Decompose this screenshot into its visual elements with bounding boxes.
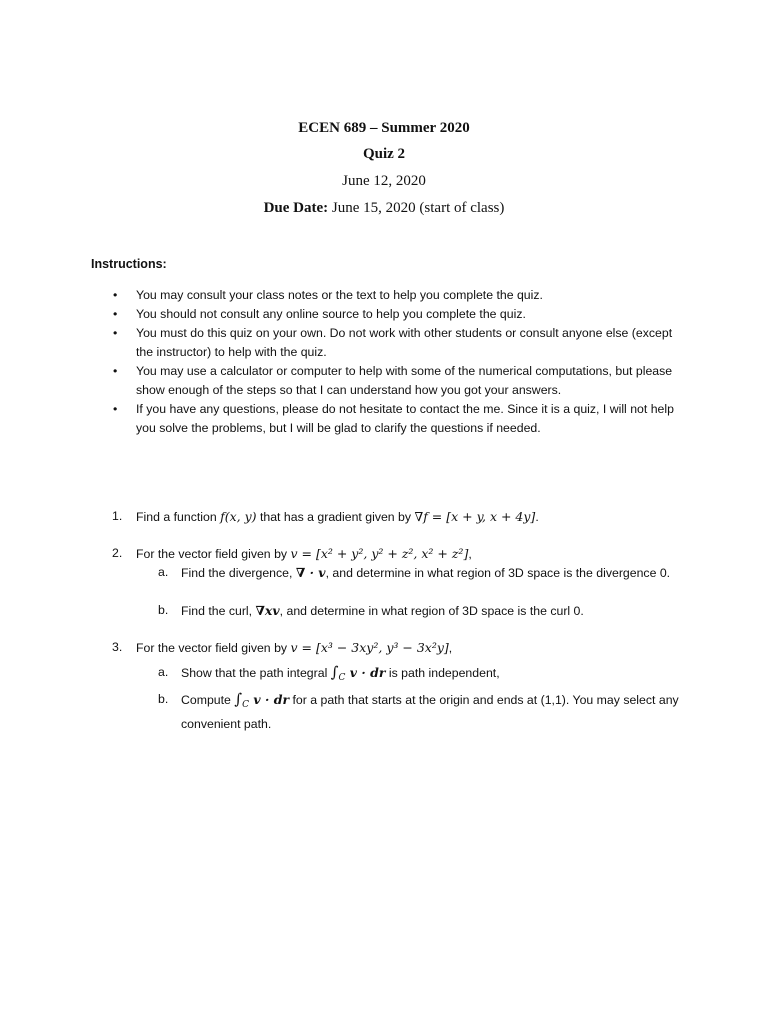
due-date-value: June 15, 2020 (start of class) (328, 200, 505, 216)
quiz-title: Quiz 2 (362, 146, 406, 162)
instructions-list (0, 286, 768, 438)
path-integral-expr: v · dr (345, 665, 386, 680)
integral-symbol: ∫ (234, 690, 243, 708)
integral-symbol: ∫ (330, 663, 339, 681)
vector-field-expr: v = [x³ − 3xy², y³ − 3x²y] (290, 640, 449, 655)
bullet-icon: • (113, 402, 118, 416)
instruction-item: • You may use a calculator or computer to help with some of the numerical computations, but please show enough of the steps so that I can understand how you got your answers. (113, 364, 673, 397)
instruction-item: • You may consult your class notes or the text to help you complete the quiz. (0, 286, 768, 305)
due-date (0, 200, 768, 217)
course-title: ECEN 689 – Summer 2020 (298, 120, 470, 136)
vector-field-expr: v = [x² + y², y² + z², x² + z²] (290, 546, 469, 561)
question-number: 1. (112, 509, 123, 523)
integral-subscript: C (242, 700, 250, 710)
instruction-item: • You must do this quiz on your own. Do not work with other students or consult anyone else (except the instructor) to help with the quiz. (113, 326, 673, 359)
bullet-icon: • (113, 288, 118, 302)
path-integral-expr: v · dr (249, 692, 290, 707)
bullet-icon: • (113, 364, 118, 378)
divergence-expr: ∇ · v (295, 565, 326, 580)
instruction-item: • If you have any questions, please do not hesitate to contact the me. Since it is a quiz, I will not help you solve the problems, but I will be glad to clarify the questions if needed. (113, 402, 674, 435)
instructions-title: Instructions: (91, 257, 167, 271)
integral-subscript: C (338, 673, 346, 683)
bullet-icon: • (113, 326, 118, 340)
due-date-label: Due Date: (263, 200, 329, 216)
curl-expr: ∇xv (255, 603, 280, 618)
question-number: 2. (112, 546, 123, 560)
bullet-icon: • (113, 307, 118, 321)
question-number: 3. (112, 640, 123, 654)
subquestion-letter: b. (158, 603, 169, 617)
function-expr: f(x, y) (220, 509, 257, 524)
subquestion-letter: a. (158, 665, 169, 679)
quiz-date: June 12, 2020 (342, 173, 426, 189)
subquestion-letter: a. (158, 565, 169, 579)
gradient-expr: ∇f = [x + y, x + 4y] (414, 509, 536, 524)
instruction-item: • You should not consult any online source to help you complete the quiz. (0, 305, 768, 324)
subquestion-letter: b. (158, 692, 169, 706)
